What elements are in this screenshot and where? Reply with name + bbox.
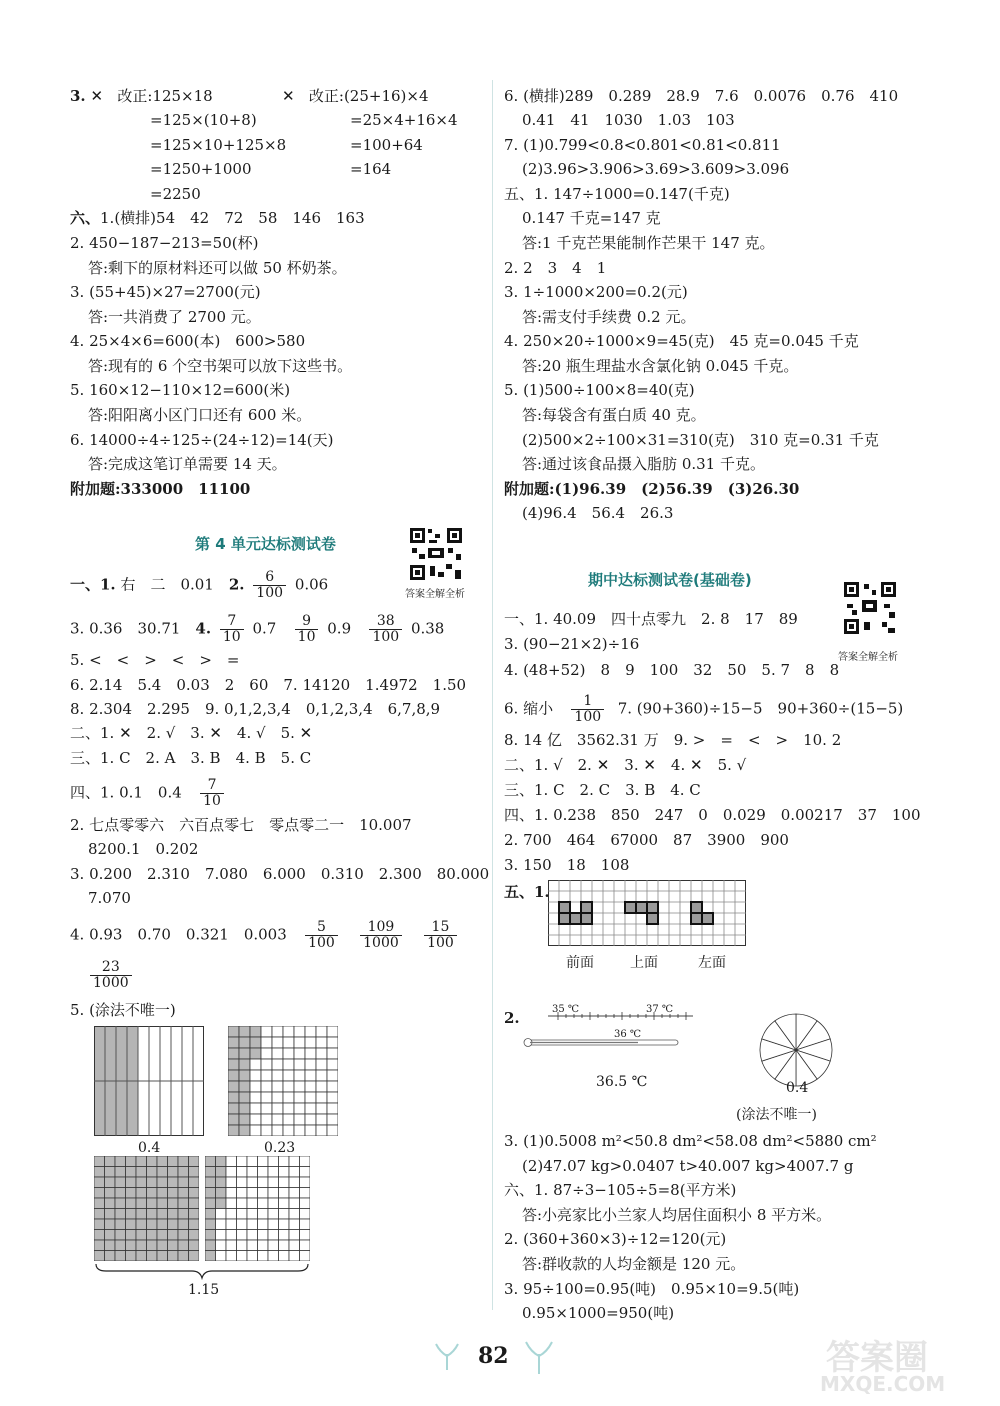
fraction: $\frac{38}{100}$	[369, 614, 402, 645]
unit4-row9: 2. 七点零零六 六百点零七 零点零二一 10.007	[70, 816, 412, 834]
unit4-row12: 7.070	[88, 889, 131, 907]
six-q5: 5. 160×12−110×12=600(米)	[70, 381, 291, 399]
r-w5: 5. (1)500÷100×8=40(克)	[504, 381, 695, 399]
fraction: $\frac{1}{100}$	[571, 694, 604, 725]
r-q7: 7. (1)0.799<0.8<0.801<0.81<0.811	[504, 136, 781, 154]
q3-line1b: ✕ 改正:(25+16)×4	[282, 87, 429, 105]
note: (涂法不唯一)	[736, 1107, 817, 1123]
unit4-row4: 6. 2.14 5.4 0.03 2 60 7. 14120 1.4972 1.50	[70, 676, 467, 694]
q3-step: =25×4+16×4	[350, 111, 458, 129]
six-q3: 3. (55+45)×27=2700(元)	[70, 283, 261, 301]
circle-label: 0.4	[786, 1080, 809, 1096]
answer: 答:现有的 6 个空书架可以放下这些书。	[88, 357, 353, 375]
mid-row1: 一、1. 40.09 四十点零九 2. 8 17 89	[504, 610, 798, 628]
fraction: $\frac{5}{100}$	[305, 920, 338, 951]
mid-row2: 3. (90−21×2)÷16	[504, 635, 640, 653]
r-w3: 3. 1÷1000×200=0.2(元)	[504, 283, 688, 301]
grid-label: 1.15	[188, 1282, 220, 1298]
answer: 答:阳阳离小区门口还有 600 米。	[88, 406, 312, 424]
mid-row10: 3. 150 18 108	[504, 856, 630, 874]
answer: 答:完成这笔订单需要 14 天。	[88, 455, 287, 473]
fraction: $\frac{7}{10}$	[200, 778, 224, 809]
temperature-value: 36.5 ℃	[596, 1074, 648, 1090]
mid-row15: 六、1. 87÷3−105÷5=8(平方米)	[504, 1181, 737, 1199]
therm-label: 36 ℃	[614, 1029, 642, 1040]
fraction: $\frac{109}{1000}$	[360, 920, 402, 951]
shaded-grid-1.00	[94, 1156, 199, 1261]
answer: 答:每袋含有蛋白质 40 克。	[522, 406, 706, 424]
extra-question-2: (4)96.4 56.4 26.3	[522, 504, 674, 522]
page-number: 82	[478, 1343, 509, 1369]
extra-question: 附加题:333000 11100	[70, 480, 251, 498]
q3-step: =125×10+125×8	[150, 136, 287, 154]
mid-row17: 3. 95÷100=0.95(吨) 0.95×10=9.5(吨)	[504, 1280, 800, 1298]
six-q1: 六、1.(横排)54 42 72 58 146 163	[70, 209, 365, 227]
answer: 答:需支付手续费 0.2 元。	[522, 308, 696, 326]
qr-code-icon	[842, 580, 898, 636]
leaf-ornament-icon	[432, 1342, 462, 1372]
mid-row9: 2. 700 464 67000 87 3900 900	[504, 831, 789, 849]
mid-row12: 2.	[504, 1009, 520, 1027]
six-q2: 2. 450−187−213=50(杯)	[70, 234, 259, 252]
six-q4: 4. 25×4×6=600(本) 600>580	[70, 332, 306, 350]
fraction: $\frac{6}{100}$	[253, 570, 286, 601]
shaded-circle	[756, 1010, 836, 1090]
therm-label: 35 ℃	[552, 1004, 580, 1015]
unit4-row1: 一、1. 右 二 0.01 2. $\frac{6}{100}$ 0.06	[70, 569, 329, 601]
mid-row16: 2. (360+360×3)÷12=120(元)	[504, 1230, 727, 1248]
q3-line1: 3. ✕ 改正:125×18	[70, 87, 213, 105]
midterm-title: 期中达标测试卷(基础卷)	[588, 571, 752, 589]
mid-row13: 3. (1)0.5008 m²<50.8 dm²<58.08 dm²<5880 cm²	[504, 1132, 877, 1150]
three-views-grid	[548, 880, 746, 946]
unit4-row3: 5. < < > < > =	[70, 651, 240, 669]
unit4-row7: 三、1. C 2. A 3. B 4. B 5. C	[70, 749, 312, 767]
r-w5b: (2)500×2÷100×31=310(克) 310 克=0.31 千克	[522, 431, 879, 449]
unit4-row2: 3. 0.36 30.71 4. $\frac{7}{10}$ 0.7 $\frac{9}{10}$ 0.9 $\frac{38}{100}$ 0.38	[70, 613, 445, 645]
mid-row6: 二、1. √ 2. ✕ 3. ✕ 4. ✕ 5. √	[504, 756, 747, 774]
answer: 答:群收款的人均金额是 120 元。	[522, 1255, 746, 1273]
r-w1b: 0.147 千克=147 克	[522, 209, 661, 227]
mid-row18: 0.95×1000=950(吨)	[522, 1304, 675, 1322]
r-w2: 2. 2 3 4 1	[504, 259, 607, 277]
view-label-front: 前面	[566, 955, 594, 971]
qr-caption: 答案全解全析	[405, 589, 465, 600]
brace	[94, 1262, 310, 1280]
unit4-row6: 二、1. ✕ 2. √ 3. ✕ 4. √ 5. ✕	[70, 724, 313, 742]
q3-step: =1250+1000	[150, 160, 252, 178]
unit4-row15: 5. (涂法不唯一)	[70, 1001, 176, 1019]
six-q6: 6. 14000÷4÷125÷(24÷12)=14(天)	[70, 431, 334, 449]
grid-label: 0.4	[138, 1140, 161, 1156]
leaf-ornament-icon	[522, 1340, 556, 1376]
view-label-left: 左面	[698, 955, 726, 971]
answer: 答:通过该食品摄入脂肪 0.31 千克。	[522, 455, 765, 473]
column-divider	[492, 80, 493, 1310]
fraction: $\frac{9}{10}$	[295, 614, 319, 645]
mid-row11: 五、1.	[504, 883, 550, 901]
r-w4: 4. 250×20÷1000×9=45(克) 45 克=0.045 千克	[504, 332, 859, 350]
view-label-top: 上面	[630, 955, 658, 971]
fraction: $\frac{15}{100}$	[424, 920, 457, 951]
mid-row7: 三、1. C 2. C 3. B 4. C	[504, 781, 701, 799]
answer: 答:小亮家比小兰家人均居住面积小 8 平方米。	[522, 1206, 832, 1224]
q3-step: =2250	[150, 185, 201, 203]
r-q6b: 0.41 41 1030 1.03 103	[522, 111, 735, 129]
unit4-row5: 8. 2.304 2.295 9. 0,1,2,3,4 0,1,2,3,4 6,7,8,9	[70, 700, 441, 718]
thermometer-icon	[518, 1004, 708, 1054]
unit4-row10: 8200.1 0.202	[88, 840, 199, 858]
mid-row4: 6. 缩小 $\frac{1}{100}$ 7. (90+360)÷15−5 90+360÷(15−5)	[504, 693, 904, 725]
shaded-grid-0.23	[228, 1026, 338, 1136]
mid-row14: (2)47.07 kg>0.0407 t>40.007 kg>4007.7 g	[522, 1157, 854, 1175]
watermark: 答案圈	[826, 1338, 928, 1378]
unit4-row8: 四、1. 0.1 0.4 $\frac{7}{10}$	[70, 778, 228, 809]
unit4-row11: 3. 0.200 2.310 7.080 6.000 0.310 2.300 80.000	[70, 865, 490, 883]
answer: 答:20 瓶生理盐水含氯化钠 0.045 千克。	[522, 357, 799, 375]
unit4-row13: 4. 0.93 0.70 0.321 0.003 $\frac{5}{100}$ $\frac{109}{1000}$ $\frac{15}{100}$	[70, 920, 461, 951]
fraction: $\frac{23}{1000}$	[90, 960, 132, 991]
qr-caption: 答案全解全析	[838, 652, 898, 663]
mid-row8: 四、1. 0.238 850 247 0 0.029 0.00217 37 100	[504, 806, 921, 824]
extra-question: 附加题:(1)96.39 (2)56.39 (3)26.30	[504, 480, 800, 498]
therm-label: 37 ℃	[646, 1004, 674, 1015]
r-q7b: (2)3.96>3.906>3.69>3.609>3.096	[522, 160, 790, 178]
answer: 答:剩下的原材料还可以做 50 杯奶茶。	[88, 259, 347, 277]
q3-step: =164	[350, 160, 392, 178]
unit4-row14	[86, 960, 136, 991]
r-q6: 6. (横排)289 0.289 28.9 7.6 0.0076 0.76 410	[504, 87, 899, 105]
grid-label: 0.23	[264, 1140, 296, 1156]
answer: 答:1 千克芒果能制作芒果干 147 克。	[522, 234, 775, 252]
mid-row5: 8. 14 亿 3562.31 万 9. > = < > 10. 2	[504, 731, 842, 749]
shaded-grid-0.15	[205, 1156, 310, 1261]
shaded-grid-0.4	[94, 1026, 204, 1136]
mid-row3: 4. (48+52) 8 9 100 32 50 5. 7 8 8	[504, 661, 840, 679]
q3-step: =100+64	[350, 136, 423, 154]
watermark: MXQE.COM	[820, 1372, 946, 1396]
r-w1: 五、1. 147÷1000=0.147(千克)	[504, 185, 730, 203]
qr-code-icon	[408, 526, 464, 582]
answer: 答:一共消费了 2700 元。	[88, 308, 261, 326]
q3-step: =125×(10+8)	[150, 111, 257, 129]
unit4-title: 第 4 单元达标测试卷	[195, 535, 336, 553]
fraction: $\frac{7}{10}$	[220, 614, 244, 645]
